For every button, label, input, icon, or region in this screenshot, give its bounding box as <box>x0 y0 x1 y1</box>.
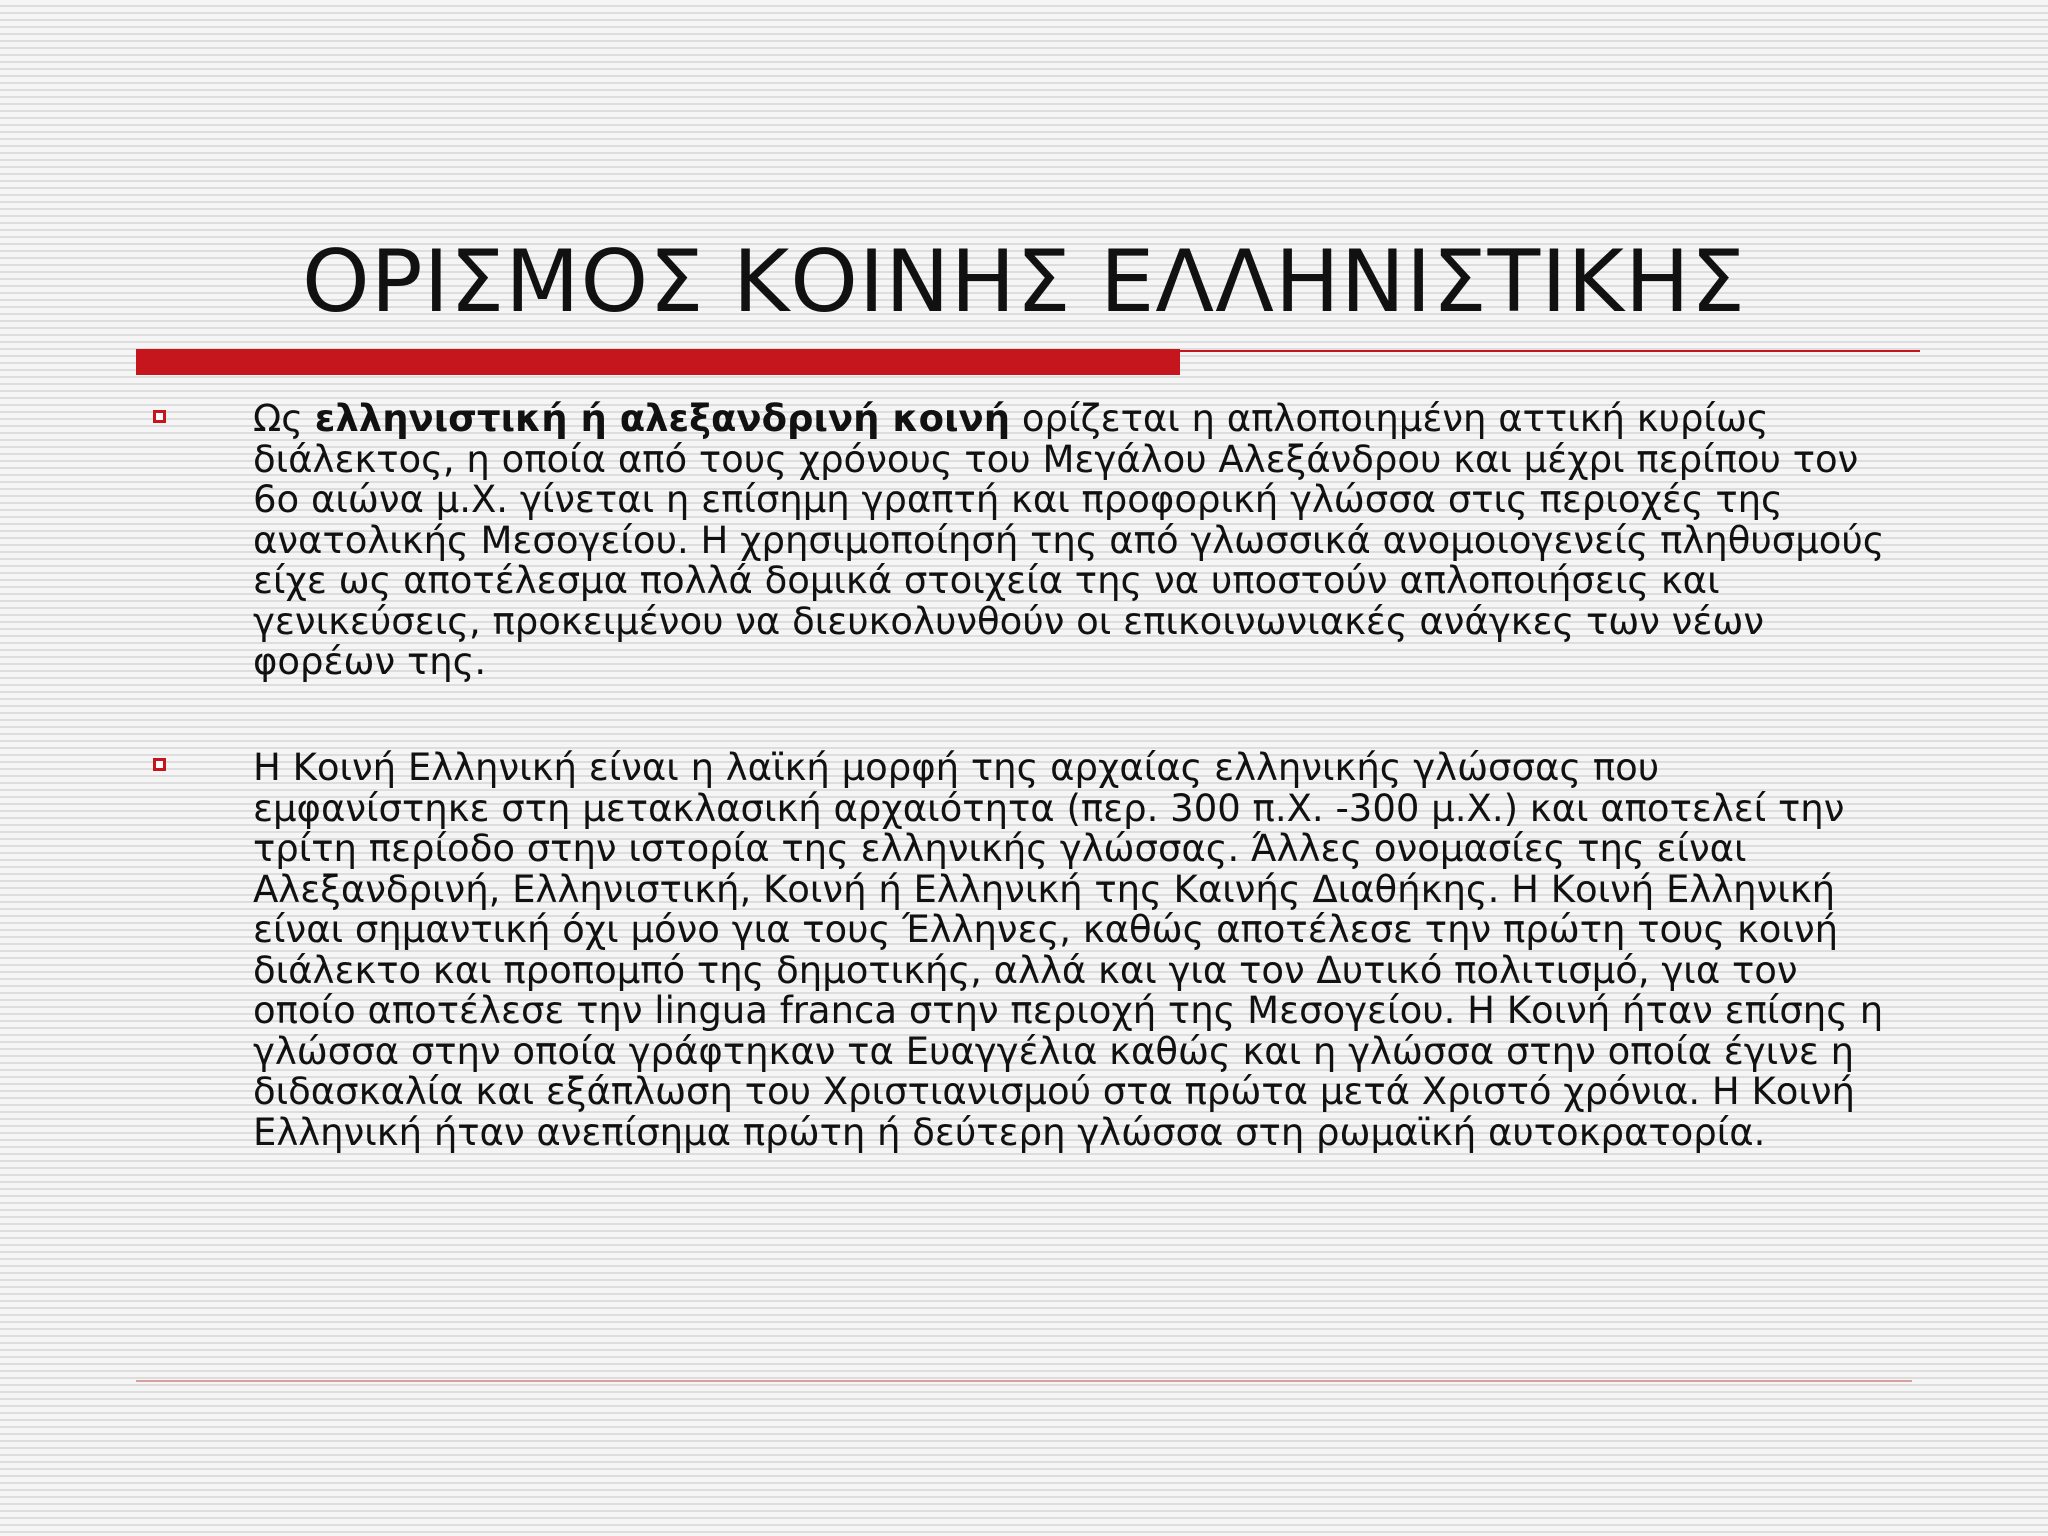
paragraph-definition <box>253 399 1893 683</box>
paragraph-definition-term: ελληνιστική ή αλεξανδρινή κοινή <box>314 397 1011 440</box>
title-underline-thick <box>136 349 1180 375</box>
slide-title: ΟΡΙΣΜΟΣ ΚΟΙΝΗΣ ΕΛΛΗΝΙΣΤΙΚΗΣ <box>302 232 1746 332</box>
paragraph-koine: Η Κοινή Ελληνική είναι η λαϊκή μορφή της αρχαίας ελληνικής γλώσσας που εμφανίστηκε στη μετακλασική αρχαιότητα (περ. 300 π.Χ. -300 μ.Χ.) και αποτελεί την τρίτη περίοδο στην ιστορία της ελληνικής γλώσσας. Άλλες ονομασίες της είναι Αλεξανδρινή, Ελληνιστική, Κοινή ή Ελληνική της Καινής Διαθήκης. Η Κοινή Ελληνική είναι σημαντική όχι μόνο για τους Έλληνες, καθώς αποτέλεσε την πρώτη τους κοινή διάλεκτο και προπομπό της δημοτικής, αλλά και για τον Δυτικό πολιτισμό, για τον οποίο αποτέλεσε την lingua franca στην περιοχή της Μεσογείου. Η Κοινή ήταν επίσης η γλώσσα στην οποία γράφτηκαν τα Ευαγγέλια καθώς και η γλώσσα στην οποία έγινε η διδασκαλία και εξάπλωση του Χριστιανισμού στα πρώτα μετά Χριστό χρόνια. Η Κοινή Ελληνική ήταν ανεπίσημα πρώτη ή δεύτερη γλώσσα στη ρωμαϊκή αυτοκρατορία. <box>253 746 1884 1154</box>
title-underline-thin <box>1180 350 1920 352</box>
paragraph-definition-prefix: Ως <box>253 397 315 440</box>
paragraph-definition-body: ορίζεται η απλοποιημένη αττική κυρίως διάλεκτος, η οποία από τους χρόνους του Μεγάλου Αλεξάνδρου και μέχρι περίπου τον 6ο αιώνα μ.Χ. γίνεται η επίσημη γραπτή και προφορική γλώσσα στις περιοχές της ανατολικής Μεσογείου. Η χρησιμοποίησή της από γλωσσικά ανομοιογενείς πληθυσμούς είχε ως αποτέλεσμα πολλά δομικά στοιχεία της να υποστούν απλοποιήσεις και γενικεύσεις, προκειμένου να διευκολυνθούν οι επικοινωνιακές ανάγκες των νέων φορέων της. <box>253 397 1885 683</box>
square-bullet-icon <box>153 410 166 423</box>
square-bullet-icon <box>153 758 166 771</box>
footer-divider <box>136 1380 1912 1382</box>
